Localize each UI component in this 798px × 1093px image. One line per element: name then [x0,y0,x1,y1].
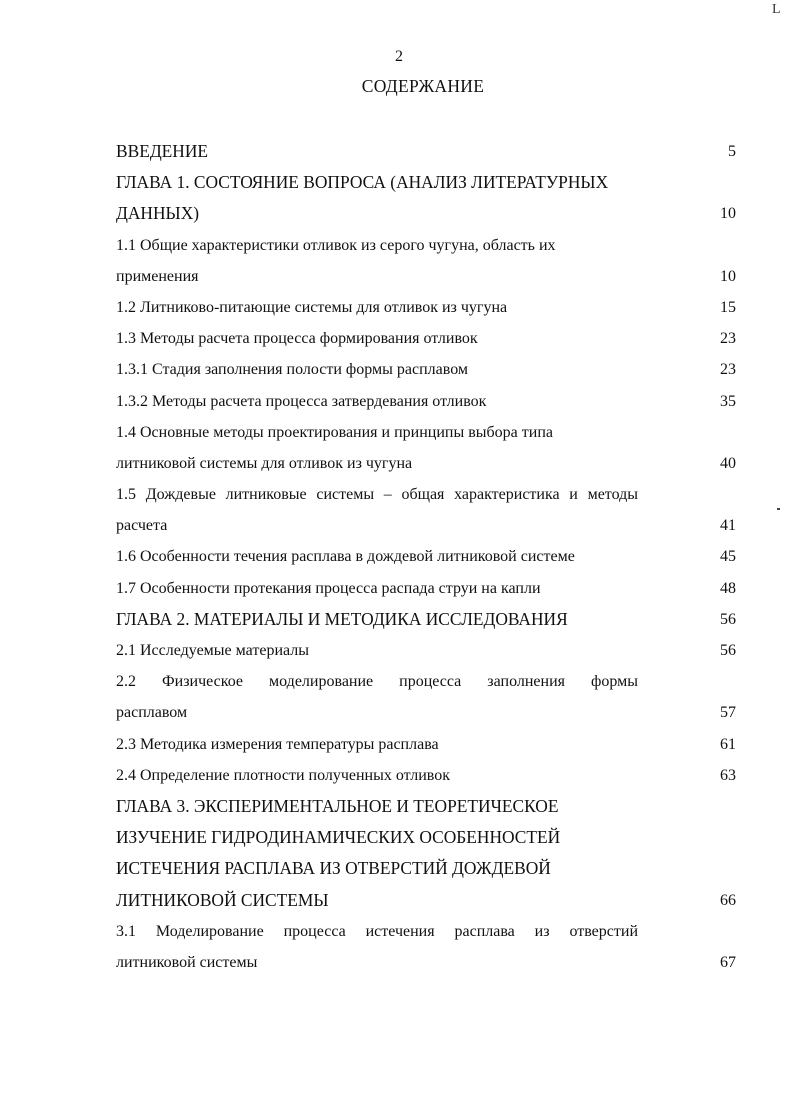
toc-entry-page: 57 [720,704,736,722]
toc-entry-title [116,573,686,604]
toc-entry-title [116,479,686,541]
page-number: 2 [395,48,403,65]
toc-entry-line: ГЛАВА 2. МАТЕРИАЛЫ И МЕТОДИКА ИССЛЕДОВАНИЯ [116,608,568,629]
toc-entry [116,760,736,791]
corner-mark: L [772,2,781,17]
scan-dot-mark [777,508,780,510]
toc-entry [116,479,736,541]
toc-entry-line: литниковой системы для отливок из чугуна [116,454,413,472]
toc-entry [116,666,736,728]
toc-entry-line: 1.3.1 Стадия заполнения полости формы расплавом [116,361,469,379]
toc-entry [116,573,736,604]
toc-entry-title [116,386,686,417]
toc-entry-page: 35 [720,392,736,410]
toc-entry-line: 1.3 Методы расчета процесса формирования отливок [116,330,478,348]
toc-entry-line: 2.4 Определение плотности полученных отливок [116,766,451,784]
toc-entry-page: 61 [720,735,736,753]
toc-entry-line: ВВЕДЕНИЕ [116,141,209,161]
toc-entry-line: ИСТЕЧЕНИЯ РАСПЛАВА ИЗ ОТВЕРСТИЙ ДОЖДЕВОЙ [116,858,551,879]
toc-entry-page: 56 [720,642,736,659]
toc-entry-title [116,604,686,635]
toc-entry-line: применения [116,267,199,285]
toc-entry-title [116,541,686,572]
toc-entry [116,167,736,229]
toc-entry [116,791,736,916]
toc-entry-title [116,760,686,791]
toc-entry-page: 48 [720,579,736,597]
toc-entry [116,916,736,978]
toc-entry-page: 23 [720,361,736,379]
toc-entry-page: 66 [720,891,736,909]
toc-entry-line: ДАННЫХ) [116,203,200,224]
toc-entry-line: ЛИТНИКОВОЙ СИСТЕМЫ [116,889,329,910]
toc-entry [116,323,736,354]
toc-entry-title [116,729,686,760]
toc-entry-line: 1.4 Основные методы проектирования и принципы выбора типа [116,423,553,441]
toc-entry-line: 2.1 Исследуемые материалы [116,642,309,659]
toc-entry-page: 41 [720,517,736,535]
toc-entry [116,354,736,385]
toc-entry-title [116,417,686,479]
toc-entry [116,230,736,292]
toc-entry-page: 63 [720,766,736,784]
toc-entry-line: 1.3.2 Методы расчета процесса затвердевания отливок [116,392,487,410]
toc-entry-line: 1.7 Особенности протекания процесса распада струи на капли [116,579,541,597]
toc-entry-page: 40 [720,454,736,472]
toc-entry [116,292,736,323]
toc-entry-line: 1.1 Общие характеристики отливок из серого чугуна, область их [116,236,556,254]
toc-entry-line: 3.1 Моделирование процесса истечения расплава из отверстий [116,922,638,940]
toc-entry-line: ИЗУЧЕНИЕ ГИДРОДИНАМИЧЕСКИХ ОСОБЕННОСТЕЙ [116,827,561,848]
toc-entry-line: литниковой системы [116,953,258,971]
toc-entry-page: 15 [720,298,736,316]
toc-entry-title [116,916,686,978]
toc-entry-page: 56 [720,610,736,628]
toc-entry-title [116,230,686,292]
toc-entry-page: 23 [720,330,736,348]
toc-title: СОДЕРЖАНИЕ [361,76,485,96]
toc-entry-title [116,635,686,666]
toc-entry-title [116,666,686,728]
toc-entry [116,729,736,760]
toc-entry-page: 67 [720,953,736,971]
toc-entry-page: 45 [720,548,736,566]
toc-entry-title [116,354,686,385]
toc-entry-title [116,136,686,167]
toc-entry [116,635,736,666]
toc-entry-line: расплавом [116,704,188,722]
toc-entry-title [116,791,686,916]
toc-entry-title [116,323,686,354]
toc-entry-page: 10 [720,205,736,223]
toc-entry-line: ГЛАВА 3. ЭКСПЕРИМЕНТАЛЬНОЕ И ТЕОРЕТИЧЕСКОЕ [116,795,559,816]
toc-entry-title [116,167,686,229]
toc-entry [116,604,736,635]
toc-entry-page: 10 [720,267,736,285]
toc-entry-line: 2.2 Физическое моделирование процесса заполнения формы [116,673,638,691]
toc-entry [116,541,736,572]
toc-entry-line: ГЛАВА 1. СОСТОЯНИЕ ВОПРОСА (АНАЛИЗ ЛИТЕРАТУРНЫХ [116,172,609,193]
toc-entry-line: 1.6 Особенности течения расплава в дождевой литниковой системе [116,548,575,566]
toc-entry-line: 1.2 Литниково-питающие системы для отливок из чугуна [116,298,508,316]
toc-entry [116,386,736,417]
toc-entry-title [116,292,686,323]
toc-entry-line: 2.3 Методика измерения температуры расплава [116,735,439,753]
toc-entry [116,136,736,167]
toc-entry-page: 5 [728,143,736,160]
toc-entry [116,417,736,479]
table-of-contents [116,136,736,978]
toc-entry-line: 1.5 Дождевые литниковые системы – общая характеристика и методы [116,486,638,504]
toc-entry-line: расчета [116,517,168,535]
